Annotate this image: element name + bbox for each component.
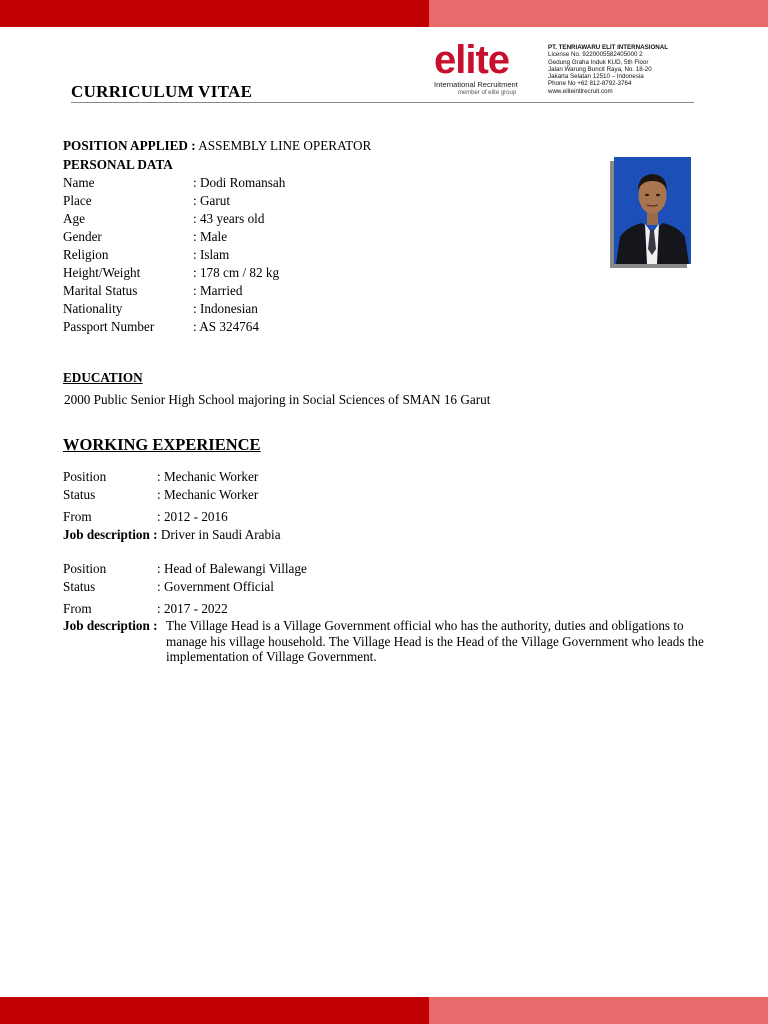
pd-value-marital: : Married [193, 283, 243, 298]
top-bar-light [429, 0, 768, 27]
pd-label-marital: Marital Status [63, 283, 138, 298]
position-applied [63, 138, 371, 154]
education-heading: EDUCATION [63, 370, 143, 385]
pd-value-gender: : Male [193, 229, 228, 244]
candidate-portrait-icon [614, 157, 691, 264]
job1-from-value: : 2012 - 2016 [157, 509, 228, 524]
position-applied-label: POSITION APPLIED : [63, 138, 196, 153]
job1-description [63, 527, 281, 543]
job2-description-label: Job description : [63, 618, 158, 633]
top-bar-dark [0, 0, 429, 27]
job1-status-label: Status [63, 487, 96, 502]
pd-label-name: Name [63, 175, 95, 190]
pd-label-place: Place [63, 193, 92, 208]
job1-description-label: Job description : [63, 527, 158, 542]
logo-member-text: member of elite group [457, 90, 517, 96]
job2-position-label: Position [63, 561, 107, 576]
pd-value-name: : Dodi Romansah [193, 175, 286, 190]
company-building: Gedung Graha Induk KUD, 5th Floor [548, 58, 649, 66]
elite-logo [434, 40, 540, 97]
pd-label-passport: Passport Number [63, 319, 155, 334]
position-applied-value: ASSEMBLY LINE OPERATOR [198, 138, 372, 153]
title-divider [71, 102, 694, 103]
pd-label-height-weight: Height/Weight [63, 265, 141, 280]
company-phone: Phone No +62 812-8792-3764 [548, 80, 632, 88]
bottom-bar-dark [0, 997, 429, 1024]
pd-value-passport: : AS 324764 [193, 319, 259, 334]
pd-value-religion: : Islam [193, 247, 230, 262]
pd-value-place: : Garut [193, 193, 230, 208]
job2-description-value: The Village Head is a Village Government official who has the authority, duties and obligations to manage his village household. The Village Head is the Head of the Village Government who leads the implementation of Village Government. [166, 618, 704, 664]
personal-data-heading: PERSONAL DATA [63, 157, 173, 172]
job1-description-value: Driver in Saudi Arabia [160, 527, 281, 542]
pd-label-gender: Gender [63, 229, 102, 244]
company-website: www.eliteintlrecruit.com [548, 87, 613, 95]
job1-position-value: : Mechanic Worker [157, 469, 259, 484]
job2-status-value: : Government Official [157, 579, 274, 594]
education-entry: 2000 Public Senior High School majoring in Social Sciences of SMAN 16 Garut [64, 392, 491, 407]
document-title: CURRICULUM VITAE [71, 82, 253, 101]
job1-status-value: : Mechanic Worker [157, 487, 259, 502]
pd-value-age: : 43 years old [193, 211, 265, 226]
company-license: License No. 9220005582405000 2 [548, 51, 643, 59]
logo-word: elite [434, 38, 510, 82]
company-city: Jakarta Selatan 12510 – Indonesia [548, 73, 644, 81]
pd-label-nationality: Nationality [63, 301, 123, 316]
job2-from-label: From [63, 601, 92, 616]
company-name: PT. TENRIAWARU ELIT INTERNASIONAL [548, 44, 668, 51]
pd-label-religion: Religion [63, 247, 109, 262]
job2-position-value: : Head of Balewangi Village [157, 561, 307, 576]
candidate-photo [614, 157, 691, 264]
pd-value-nationality: : Indonesian [193, 301, 258, 316]
job2-status-label: Status [63, 579, 96, 594]
logo-subtitle: International Recruitment [434, 80, 518, 89]
company-street: Jalan Warung Buncit Raya, No. 18-20 [548, 65, 652, 73]
job2-description [63, 618, 713, 665]
pd-label-age: Age [63, 211, 85, 226]
pd-value-height-weight: : 178 cm / 82 kg [193, 265, 280, 280]
job1-position-label: Position [63, 469, 107, 484]
job2-from-value: : 2017 - 2022 [157, 601, 228, 616]
job1-from-label: From [63, 509, 92, 524]
bottom-bar-light [429, 997, 768, 1024]
experience-heading: WORKING EXPERIENCE [63, 435, 261, 454]
company-info [548, 44, 708, 95]
